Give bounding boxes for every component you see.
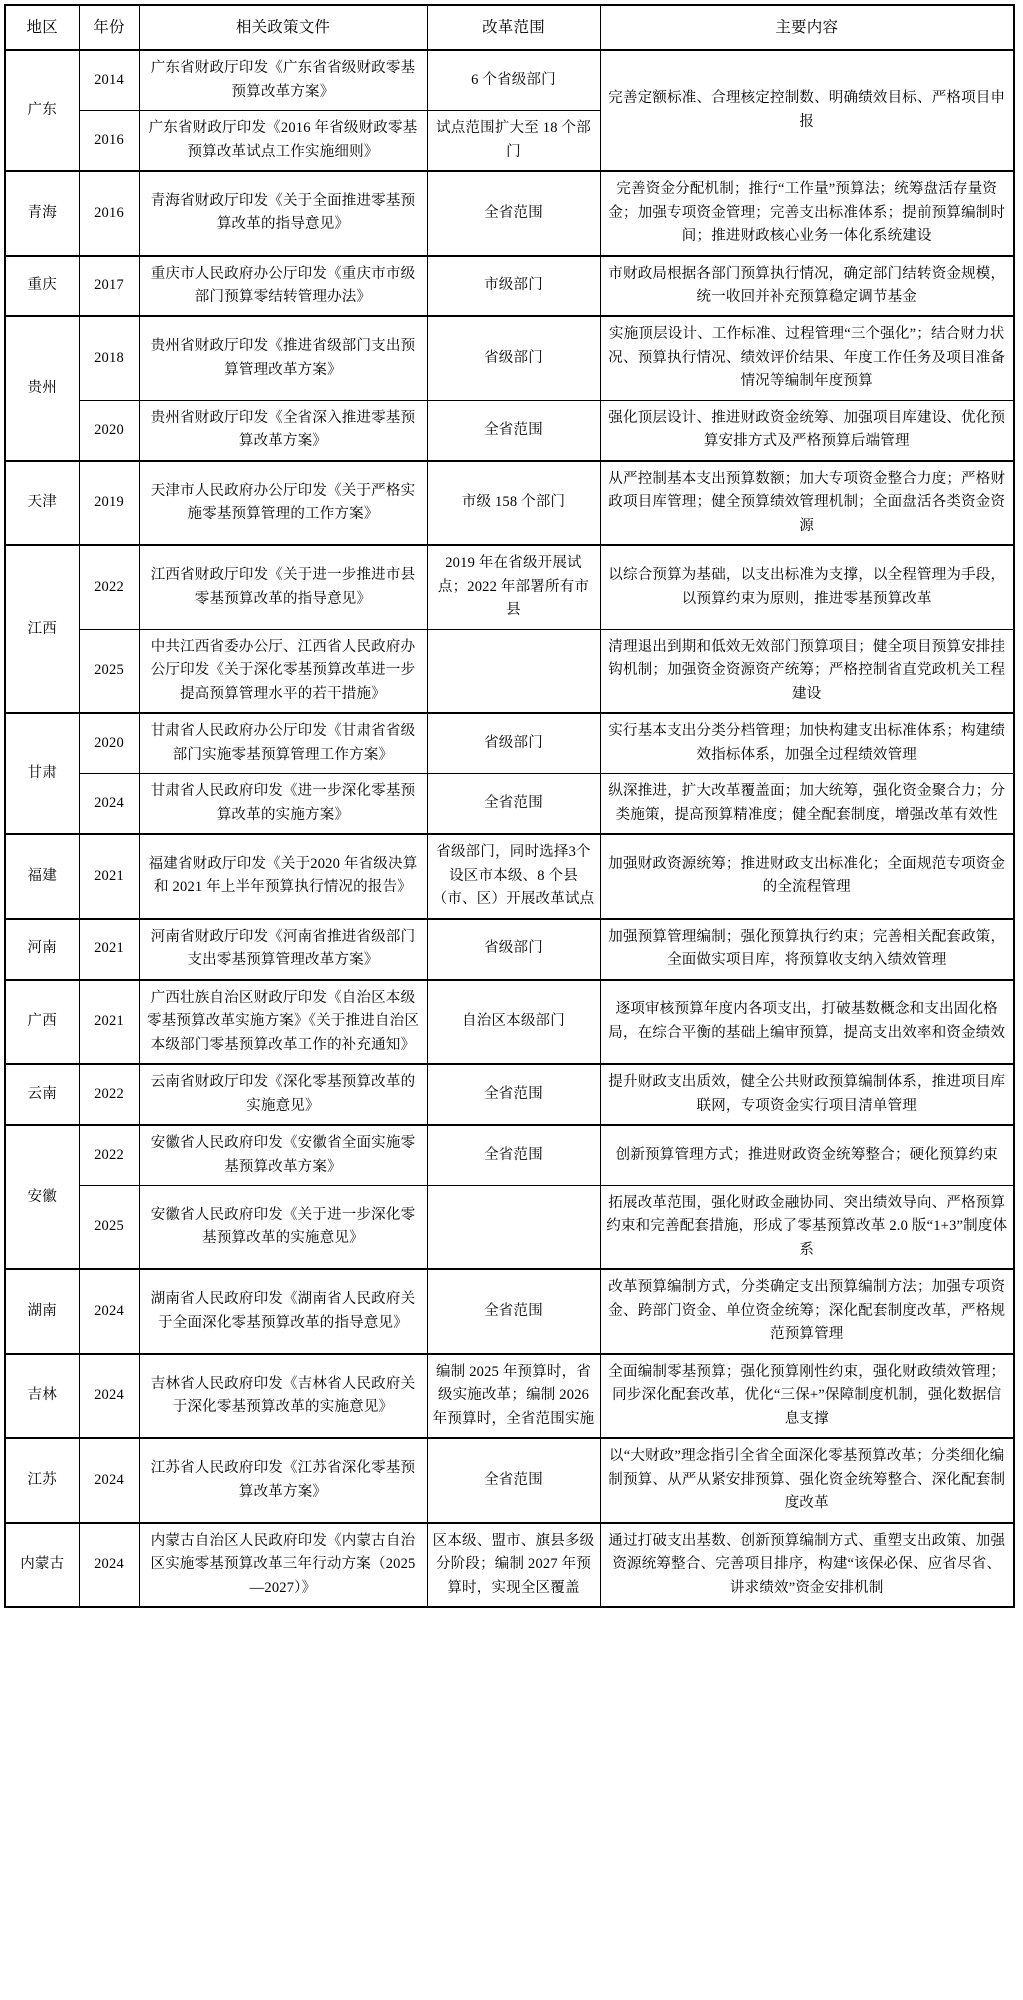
cell-document: 江苏省人民政府印发《江苏省深化零基预算改革方案》 <box>139 1438 427 1522</box>
cell-content: 以“大财政”理念指引全省全面深化零基预算改革；分类细化编制预算、从严从紧安排预算、强化资金统筹整合、深化配套制度改革 <box>600 1438 1014 1522</box>
cell-document: 云南省财政厅印发《深化零基预算改革的实施意见》 <box>139 1064 427 1125</box>
cell-year: 2022 <box>79 1064 139 1125</box>
column-header-year: 年份 <box>79 5 139 50</box>
cell-scope: 省级部门，同时选择3个设区市本级、8 个县（市、区）开展改革试点 <box>427 834 600 918</box>
table-row <box>5 629 1014 713</box>
cell-content: 拓展改革范围，强化财政金融协同、突出绩效导向、严格预算约束和完善配套措施，形成了零基预算改革 2.0 版“1+3”制度体系 <box>600 1186 1014 1270</box>
cell-content: 完善资金分配机制；推行“工作量”预算法；统筹盘活存量资金；加强专项资金管理；完善支出标准体系；提前预算编制时间；推进财政核心业务一体化系统建设 <box>600 171 1014 255</box>
cell-content: 加强财政资源统筹；推进财政支出标准化；全面规范专项资金的全流程管理 <box>600 834 1014 918</box>
cell-scope: 2019 年在省级开展试点；2022 年部署所有市县 <box>427 545 600 629</box>
column-header-document: 相关政策文件 <box>139 5 427 50</box>
cell-content: 创新预算管理方式；推进财政资金统筹整合；硬化预算约束 <box>600 1125 1014 1185</box>
cell-year: 2021 <box>79 980 139 1064</box>
cell-content: 全面编制零基预算；强化预算刚性约束，强化财政绩效管理；同步深化配套改革，优化“三保+”保障制度机制，强化数据信息支撑 <box>600 1354 1014 1438</box>
cell-year: 2020 <box>79 400 139 460</box>
cell-scope <box>427 1186 600 1270</box>
cell-region: 甘肃 <box>5 713 79 834</box>
cell-year: 2022 <box>79 545 139 629</box>
cell-region: 河南 <box>5 919 79 980</box>
cell-document: 河南省财政厅印发《河南省推进省级部门支出零基预算管理改革方案》 <box>139 919 427 980</box>
cell-year: 2020 <box>79 713 139 773</box>
table-row <box>5 171 1014 255</box>
cell-content: 市财政局根据各部门预算执行情况，确定部门结转资金规模，统一收回并补充预算稳定调节基金 <box>600 256 1014 317</box>
policy-table <box>4 4 1015 1608</box>
cell-content: 纵深推进，扩大改革覆盖面；加大统筹，强化资金聚合力；分类施策，提高预算精准度；健全配套制度，增强改革有效性 <box>600 774 1014 834</box>
cell-content: 提升财政支出质效，健全公共财政预算编制体系，推进项目库联网，专项资金实行项目清单管理 <box>600 1064 1014 1125</box>
cell-region: 湖南 <box>5 1269 79 1353</box>
cell-scope: 全省范围 <box>427 1438 600 1522</box>
table-body <box>5 50 1014 1607</box>
table-row <box>5 545 1014 629</box>
cell-scope: 全省范围 <box>427 1125 600 1185</box>
cell-content: 加强预算管理编制；强化预算执行约束；完善相关配套政策，全面做实项目库，将预算收支纳入绩效管理 <box>600 919 1014 980</box>
cell-content: 从严控制基本支出预算数额；加大专项资金整合力度；严格财政项目库管理；健全预算绩效管理机制；全面盘活各类资金资源 <box>600 461 1014 545</box>
cell-content: 清理退出到期和低效无效部门预算项目；健全项目预算安排挂钩机制；加强资金资源资产统筹；严格控制省直党政机关工程建设 <box>600 629 1014 713</box>
cell-year: 2017 <box>79 256 139 317</box>
table-row <box>5 256 1014 317</box>
cell-scope: 全省范围 <box>427 1064 600 1125</box>
table-row <box>5 774 1014 834</box>
cell-region: 云南 <box>5 1064 79 1125</box>
cell-content: 以综合预算为基础，以支出标准为支撑，以全程管理为手段，以预算约束为原则，推进零基预算改革 <box>600 545 1014 629</box>
cell-region: 广西 <box>5 980 79 1064</box>
cell-year: 2024 <box>79 774 139 834</box>
table-row <box>5 1064 1014 1125</box>
cell-year: 2024 <box>79 1438 139 1522</box>
table-row <box>5 1186 1014 1270</box>
cell-document: 吉林省人民政府印发《吉林省人民政府关于深化零基预算改革的实施意见》 <box>139 1354 427 1438</box>
table-row <box>5 1354 1014 1438</box>
cell-document: 广西壮族自治区财政厅印发《自治区本级零基预算改革实施方案》《关于推进自治区本级部门零基预算改革工作的补充通知》 <box>139 980 427 1064</box>
cell-document: 重庆市人民政府办公厅印发《重庆市市级部门预算零结转管理办法》 <box>139 256 427 317</box>
column-header-region: 地区 <box>5 5 79 50</box>
cell-scope: 6 个省级部门 <box>427 50 600 110</box>
cell-scope: 市级 158 个部门 <box>427 461 600 545</box>
cell-document: 天津市人民政府办公厅印发《关于严格实施零基预算管理的工作方案》 <box>139 461 427 545</box>
cell-region: 重庆 <box>5 256 79 317</box>
cell-region: 天津 <box>5 461 79 545</box>
cell-content: 实行基本支出分类分档管理；加快构建支出标准体系；构建绩效指标体系，加强全过程绩效管理 <box>600 713 1014 773</box>
table-row <box>5 1125 1014 1185</box>
cell-scope: 市级部门 <box>427 256 600 317</box>
cell-region: 安徽 <box>5 1125 79 1269</box>
cell-scope: 全省范围 <box>427 400 600 460</box>
cell-document: 贵州省财政厅印发《全省深入推进零基预算改革方案》 <box>139 400 427 460</box>
cell-region: 江西 <box>5 545 79 713</box>
cell-content: 通过打破支出基数、创新预算编制方式、重塑支出政策、加强资源统筹整合、完善项目排序，构建“该保必保、应省尽省、讲求绩效”资金安排机制 <box>600 1523 1014 1607</box>
cell-region: 江苏 <box>5 1438 79 1522</box>
cell-document: 贵州省财政厅印发《推进省级部门支出预算管理改革方案》 <box>139 316 427 400</box>
table-row <box>5 461 1014 545</box>
cell-scope: 试点范围扩大至 18 个部门 <box>427 111 600 171</box>
cell-scope: 省级部门 <box>427 919 600 980</box>
cell-scope <box>427 629 600 713</box>
cell-scope: 全省范围 <box>427 774 600 834</box>
cell-document: 福建省财政厅印发《关于2020 年省级决算和 2021 年上半年预算执行情况的报告》 <box>139 834 427 918</box>
cell-region: 贵州 <box>5 316 79 460</box>
cell-year: 2019 <box>79 461 139 545</box>
cell-year: 2024 <box>79 1354 139 1438</box>
cell-document: 甘肃省人民政府办公厅印发《甘肃省省级部门实施零基预算管理工作方案》 <box>139 713 427 773</box>
cell-scope: 自治区本级部门 <box>427 980 600 1064</box>
cell-year: 2018 <box>79 316 139 400</box>
table-row <box>5 316 1014 400</box>
cell-scope: 全省范围 <box>427 171 600 255</box>
table-row <box>5 1438 1014 1522</box>
cell-year: 2021 <box>79 919 139 980</box>
cell-document: 内蒙古自治区人民政府印发《内蒙古自治区实施零基预算改革三年行动方案（2025—2027）》 <box>139 1523 427 1607</box>
cell-document: 湖南省人民政府印发《湖南省人民政府关于全面深化零基预算改革的指导意见》 <box>139 1269 427 1353</box>
cell-year: 2024 <box>79 1269 139 1353</box>
cell-document: 江西省财政厅印发《关于进一步推进市县零基预算改革的指导意见》 <box>139 545 427 629</box>
table-row <box>5 980 1014 1064</box>
cell-content: 完善定额标准、合理核定控制数、明确绩效目标、严格项目申报 <box>600 50 1014 171</box>
cell-year: 2025 <box>79 629 139 713</box>
cell-year: 2014 <box>79 50 139 110</box>
cell-document: 广东省财政厅印发《广东省省级财政零基预算改革方案》 <box>139 50 427 110</box>
table-row <box>5 1269 1014 1353</box>
cell-year: 2016 <box>79 111 139 171</box>
cell-document: 甘肃省人民政府印发《进一步深化零基预算改革的实施方案》 <box>139 774 427 834</box>
cell-document: 安徽省人民政府印发《安徽省全面实施零基预算改革方案》 <box>139 1125 427 1185</box>
cell-scope: 区本级、盟市、旗县多级分阶段；编制 2027 年预算时，实现全区覆盖 <box>427 1523 600 1607</box>
cell-year: 2024 <box>79 1523 139 1607</box>
table-header <box>5 5 1014 50</box>
cell-region: 广东 <box>5 50 79 171</box>
table-row <box>5 919 1014 980</box>
cell-region: 福建 <box>5 834 79 918</box>
cell-content: 改革预算编制方式，分类确定支出预算编制方法；加强专项资金、跨部门资金、单位资金统筹；深化配套制度改革，严格规范预算管理 <box>600 1269 1014 1353</box>
table-row <box>5 713 1014 773</box>
cell-scope: 全省范围 <box>427 1269 600 1353</box>
cell-region: 青海 <box>5 171 79 255</box>
header-row <box>5 5 1014 50</box>
cell-scope: 省级部门 <box>427 713 600 773</box>
cell-content: 强化顶层设计、推进财政资金统筹、加强项目库建设、优化预算安排方式及严格预算后端管理 <box>600 400 1014 460</box>
table-row <box>5 834 1014 918</box>
cell-year: 2021 <box>79 834 139 918</box>
cell-scope: 省级部门 <box>427 316 600 400</box>
cell-scope: 编制 2025 年预算时，省级实施改革；编制 2026 年预算时，全省范围实施 <box>427 1354 600 1438</box>
column-header-scope: 改革范围 <box>427 5 600 50</box>
table-row <box>5 400 1014 460</box>
cell-region: 内蒙古 <box>5 1523 79 1607</box>
cell-document: 中共江西省委办公厅、江西省人民政府办公厅印发《关于深化零基预算改革进一步提高预算管理水平的若干措施》 <box>139 629 427 713</box>
cell-document: 安徽省人民政府印发《关于进一步深化零基预算改革的实施意见》 <box>139 1186 427 1270</box>
column-header-content: 主要内容 <box>600 5 1014 50</box>
cell-document: 青海省财政厅印发《关于全面推进零基预算改革的指导意见》 <box>139 171 427 255</box>
cell-year: 2022 <box>79 1125 139 1185</box>
cell-year: 2025 <box>79 1186 139 1270</box>
cell-content: 逐项审核预算年度内各项支出，打破基数概念和支出固化格局，在综合平衡的基础上编审预算，提高支出效率和资金绩效 <box>600 980 1014 1064</box>
cell-year: 2016 <box>79 171 139 255</box>
table-row <box>5 50 1014 110</box>
cell-content: 实施顶层设计、工作标准、过程管理“三个强化”；结合财力状况、预算执行情况、绩效评价结果、年度工作任务及项目准备情况等编制年度预算 <box>600 316 1014 400</box>
table-row <box>5 1523 1014 1607</box>
cell-region: 吉林 <box>5 1354 79 1438</box>
cell-document: 广东省财政厅印发《2016 年省级财政零基预算改革试点工作实施细则》 <box>139 111 427 171</box>
